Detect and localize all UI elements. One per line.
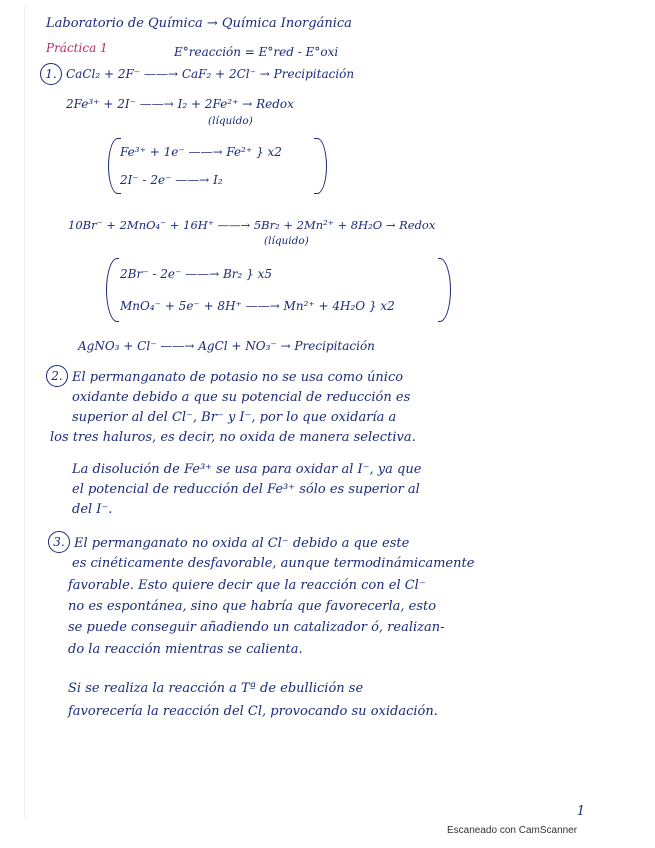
- answer-2-line: superior al del Cl⁻, Br⁻ y I⁻, por lo que oxidaría a: [72, 410, 397, 425]
- answer-2-line: del I⁻.: [72, 502, 113, 517]
- answer-3-line: favorecería la reacción del Cl, provocando su oxidación.: [68, 704, 438, 719]
- equation-iron-iodide: 2Fe³⁺ + 2I⁻ ——→ I₂ + 2Fe²⁺ → Redox: [66, 97, 294, 111]
- page-number: 1: [576, 804, 585, 819]
- answer-2-line: El permanganato de potasio no se usa como único: [72, 370, 404, 385]
- scanner-watermark: Escaneado con CamScanner: [447, 825, 578, 836]
- half-reaction-permanganate: MnO₄⁻ + 5e⁻ + 8H⁺ ——→ Mn²⁺ + 4H₂O } x2: [120, 299, 395, 313]
- answer-3-line: es cinéticamente desfavorable, aunque termodinámicamente: [72, 556, 475, 571]
- equation-iron-iodide-note: (líquido): [208, 115, 253, 127]
- answer-3-line: se puede conseguir añadiendo un catalizador ó, realizan-: [68, 620, 445, 635]
- half-reaction-bromide: 2Br⁻ - 2e⁻ ——→ Br₂ } x5: [120, 267, 272, 281]
- half-reaction-iodide: 2I⁻ - 2e⁻ ——→ I₂: [120, 173, 223, 187]
- question-1-number: 1.: [40, 63, 62, 85]
- half-reaction-iron: Fe³⁺ + 1e⁻ ——→ Fe²⁺ } x2: [120, 145, 282, 159]
- equation-calcium-fluoride: CaCl₂ + 2F⁻ ——→ CaF₂ + 2Cl⁻ → Precipitación: [66, 67, 355, 81]
- equation-silver-nitrate: AgNO₃ + Cl⁻ ——→ AgCl + NO₃⁻ → Precipitación: [78, 339, 375, 353]
- question-3-number: 3.: [48, 531, 70, 553]
- equation-bromide-permanganate: 10Br⁻ + 2MnO₄⁻ + 16H⁺ ——→ 5Br₂ + 2Mn²⁺ + 8H₂O → Redox: [68, 218, 436, 232]
- answer-2-line: el potencial de reducción del Fe³⁺ sólo es superior al: [72, 482, 420, 497]
- answer-3-line: Si se realiza la reacción a Tª de ebullición se: [68, 681, 364, 696]
- answer-2-line: oxidante debido a que su potencial de reducción es: [72, 390, 411, 405]
- equation-bromide-note: (líquido): [264, 235, 309, 247]
- page-title: Laboratorio de Química → Química Inorgánica: [46, 16, 352, 31]
- answer-3-line: do la reacción mientras se calienta.: [68, 642, 303, 657]
- answer-3-line: El permanganato no oxida al Cl⁻ debido a que este: [74, 536, 410, 551]
- question-2-number: 2.: [46, 365, 68, 387]
- answer-2-line: los tres haluros, es decir, no oxida de manera selectiva.: [50, 430, 416, 445]
- reaction-formula: E°reacción = E°red - E°oxi: [174, 45, 339, 59]
- answer-2-line: La disolución de Fe³⁺ se usa para oxidar al I⁻, ya que: [72, 462, 422, 477]
- answer-3-line: favorable. Esto quiere decir que la reacción con el Cl⁻: [68, 578, 426, 593]
- practice-label: Práctica 1: [46, 41, 108, 55]
- answer-3-line: no es espontánea, sino que habría que favorecerla, esto: [68, 599, 437, 614]
